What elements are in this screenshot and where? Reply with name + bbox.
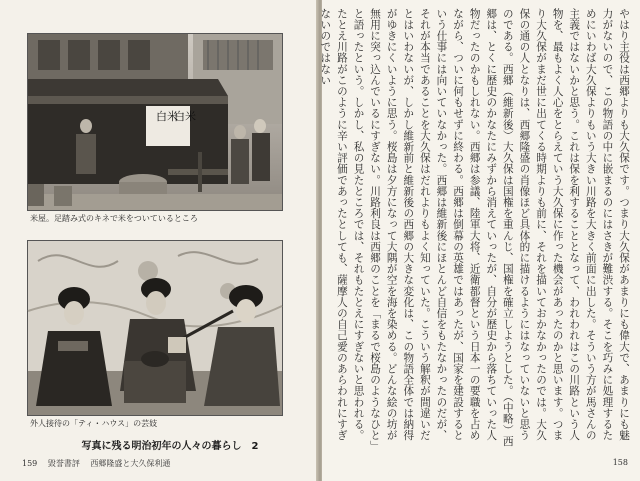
- geisha-illustration: [28, 241, 282, 415]
- left-page: [0, 0, 318, 481]
- rice-shop-illustration: [28, 34, 282, 210]
- geisha-photo: [27, 240, 283, 416]
- rice-shop-photo: [27, 33, 283, 211]
- vertical-body-text: [319, 8, 632, 448]
- plate-title: 写真に残る明治初年の人々の暮らし 2: [81, 441, 259, 452]
- geisha-caption: 外人接待の「ティ・ハウス」の芸妓: [30, 419, 158, 428]
- right-page: [319, 0, 640, 481]
- running-head-series: 毀誉書評: [47, 459, 80, 468]
- left-page-number: 159: [22, 459, 38, 468]
- sign-left-text: 白米: [156, 110, 178, 123]
- running-head-title: 西郷隆盛と大久保利通: [90, 459, 171, 468]
- left-footer: [22, 458, 170, 469]
- rice-shop-caption: 米屋。足踏み式のキネで米をついているところ: [30, 214, 198, 223]
- sign-right-text: 白米: [174, 110, 196, 123]
- body-paragraph: やはり主役は西郷よりも大久保です。つまり大久保があまりにも偉大で、あまりにも魅力がないので、この物語の中に嵌まるのにはさきが難渋する。そこを巧みに処理するためにいわば大久保よりもいう大きい川路を大きく前面に出した。そういう方が馬さんの主義ではないかと思う。これは保を利することとなって、われわれはこの川路という人物を、最もよく人心をとらえていう大久保に作った機会があったのかと思います。つまり大久保がまだ世に出てくる時期よりも前に、それを描いておかなかったのでは。大久保の通の人となりは、西郷隆盛の肖像ほど具体的に描けるようにはなっていないと思うのである。西郷（維新後）大久保は国権を重んじ、国権を確立しようとした。（中略）西郷は、とくに歴史のかなたにみずから消えていったが、自分が歴史から落ちていった人物だったのかもしれない。西郷は参議、陸軍大将、近衛都督という日本一の要職を占めながら、ついに何もせずに終わる。西郷は倒幕の英雄ではあったが、国家を建設するという仕事には向いていなかった。西郷は維新後にほとんど自信をもたなかったのだが、それが本当であることを大久保はだれよりもよく知っていた。こういう解釈が間違いだとはいわないが、しかし維新前と維新後の西郷の大きな変化は、この物語全体では納得がゆきにくいように思う。桜島は夕方になって大隅が空を海を染める。どんな絵の坊が無用に突っ込んでいるにすぎない。川路利良は西郷のことを「まるで桜島のようなひと」と語ったという。しかし、私の見たところでは、それもたとえにすぎないと思われる。たとえ川路がこのように辛い評価であったとしても、薩摩人の自己愛のあらわれにすぎないのではない: [319, 8, 630, 447]
- right-page-number: 158: [612, 458, 628, 467]
